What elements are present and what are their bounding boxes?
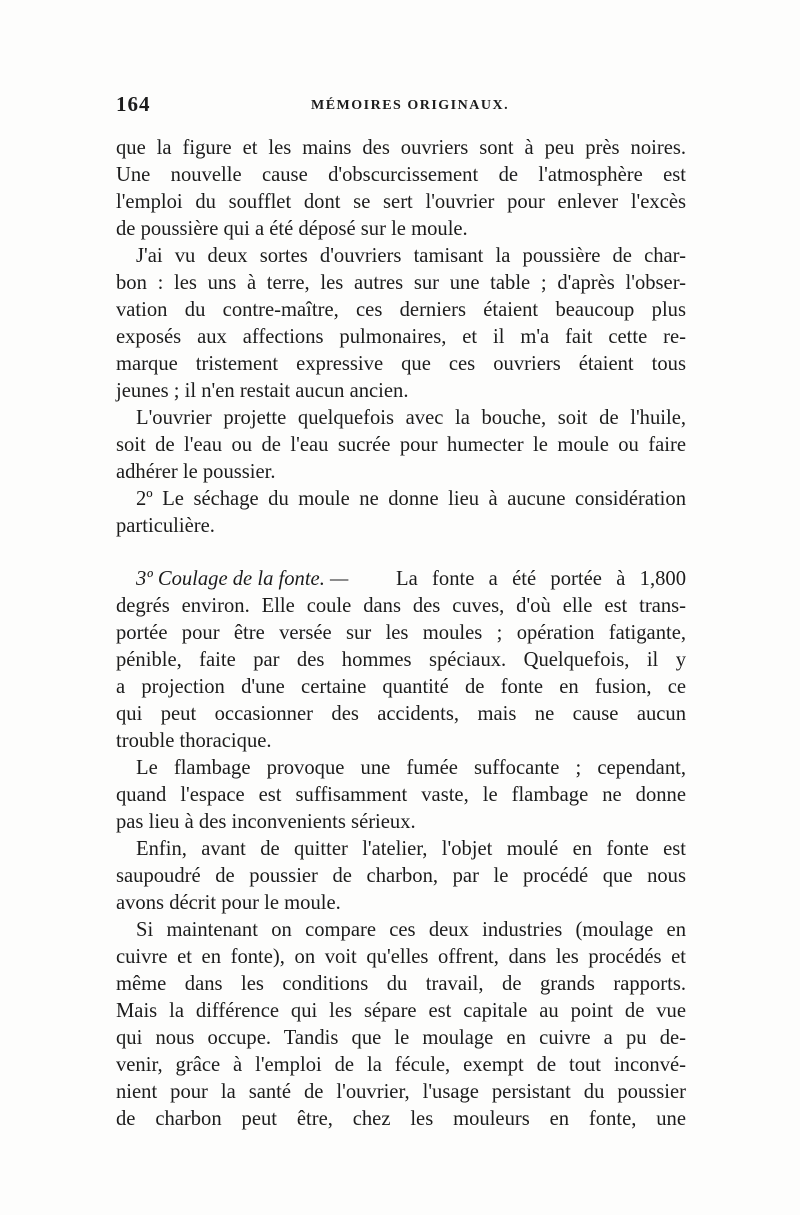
text-line: Si maintenant on compare ces deux industries (moulage en [136, 919, 686, 941]
text-line: quand l'espace est suffisamment vaste, le flambage ne donne [116, 784, 686, 806]
text-line: même dans les conditions du travail, de grands rapports. [116, 973, 686, 995]
text-line: que la figure et les mains des ouvriers sont à peu près noires. [116, 137, 686, 159]
text-line: La fonte a été portée à 1,800 [396, 568, 686, 590]
text-line: pénible, faite par des hommes spéciaux. Quelquefois, il y [116, 649, 686, 671]
text-line: marque tristement expressive que ces ouvriers étaient tous [116, 353, 686, 375]
text-line: qui peut occasionner des accidents, mais ne cause aucun [116, 703, 686, 725]
text-line: Mais la différence qui les sépare est capitale au point de vue [116, 1000, 686, 1022]
text-line: bon : les uns à terre, les autres sur une table ; d'après l'obser- [116, 272, 686, 294]
text-line: soit de l'eau ou de l'eau sucrée pour humecter le moule ou faire [116, 434, 686, 456]
text-line: Enfin, avant de quitter l'atelier, l'objet moulé en fonte est [136, 838, 686, 860]
text-line: degrés environ. Elle coule dans des cuves, d'où elle est trans- [116, 595, 686, 617]
text-line: saupoudré de poussier de charbon, par le procédé que nous [116, 865, 686, 887]
text-line: Une nouvelle cause d'obscurcissement de l'atmosphère est [116, 164, 686, 186]
text-line: a projection d'une certaine quantité de fonte en fusion, ce [116, 676, 686, 698]
text-line: vation du contre-maître, ces derniers étaient beaucoup plus [116, 299, 686, 321]
page-number: 164 [116, 92, 151, 116]
section-heading [136, 566, 356, 593]
text-line: particulière. [116, 515, 215, 537]
text-line: cuivre et en fonte), on voit qu'elles offrent, dans les procédés et [116, 946, 686, 968]
text-line: adhérer le poussier. [116, 461, 276, 483]
text-line: trouble thoracique. [116, 730, 272, 752]
running-title: MÉMOIRES ORIGINAUX. [311, 98, 510, 113]
text-line: qui nous occupe. Tandis que le moulage en cuivre a pu de- [116, 1027, 686, 1049]
text-line: J'ai vu deux sortes d'ouvriers tamisant la poussière de char- [136, 245, 686, 267]
text-line: jeunes ; il n'en restait aucun ancien. [116, 380, 409, 402]
text-line: 2º Le séchage du moule ne donne lieu à aucune considération [136, 488, 686, 510]
text-line: l'emploi du soufflet dont se sert l'ouvrier pour enlever l'excès [116, 191, 686, 213]
page-header [116, 92, 688, 122]
section-heading-text: 3º Coulage de la fonte. — [136, 568, 349, 590]
text-line: avons décrit pour le moule. [116, 892, 341, 914]
text-line: de poussière qui a été déposé sur le moule. [116, 218, 468, 240]
text-line: nient pour la santé de l'ouvrier, l'usage persistant du poussier [116, 1081, 686, 1103]
text-line: venir, grâce à l'emploi de la fécule, exempt de tout inconvé- [116, 1054, 686, 1076]
text-line: de charbon peut être, chez les mouleurs en fonte, une [116, 1108, 686, 1130]
text-line: pas lieu à des inconvenients sérieux. [116, 811, 416, 833]
text-line: L'ouvrier projette quelquefois avec la bouche, soit de l'huile, [136, 407, 686, 429]
text-line: portée pour être versée sur les moules ; opération fatigante, [116, 622, 686, 644]
text-line: exposés aux affections pulmonaires, et il m'a fait cette re- [116, 326, 686, 348]
text-line: Le flambage provoque une fumée suffocante ; cependant, [136, 757, 686, 779]
